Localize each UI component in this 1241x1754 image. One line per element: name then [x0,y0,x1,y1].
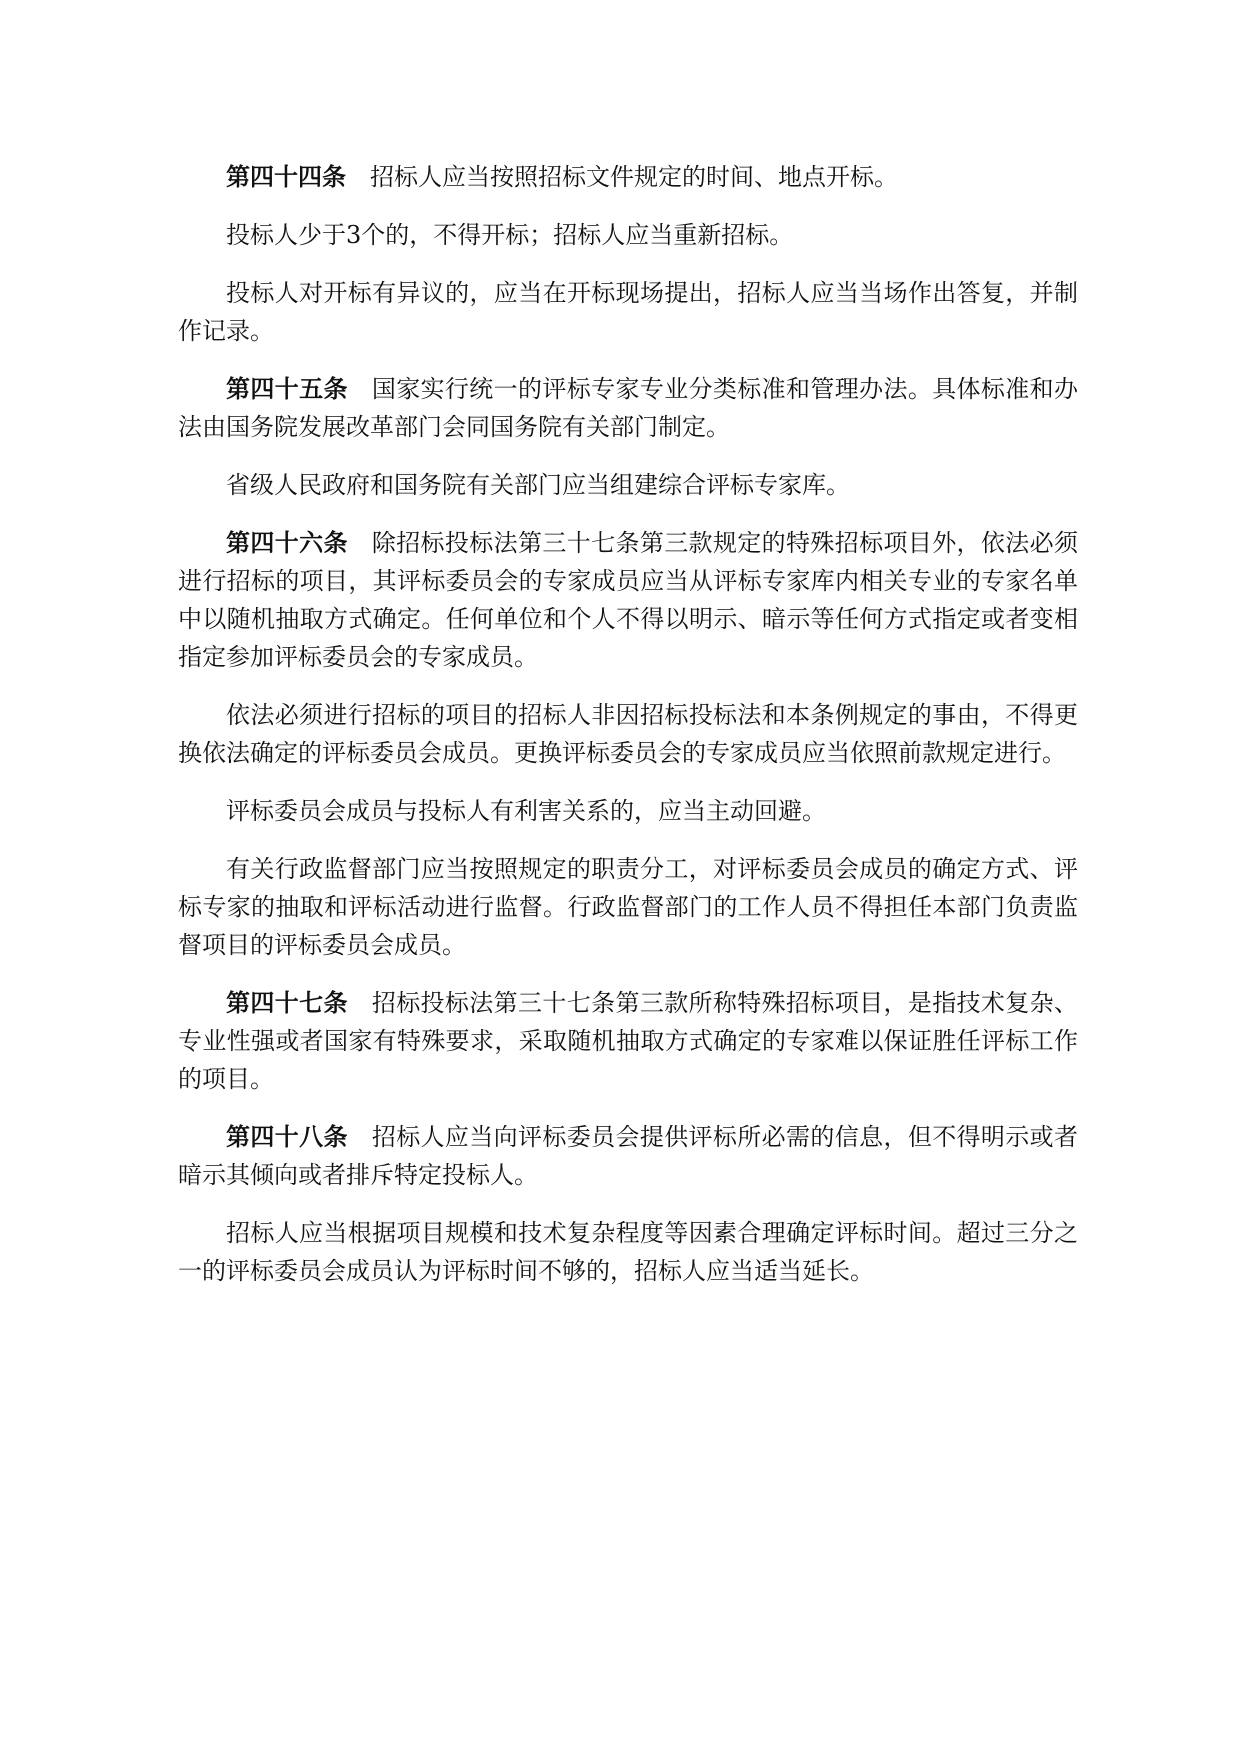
paragraph-art48-2 [178,1214,1078,1290]
paragraph-text: 评标委员会成员与投标人有利害关系的，应当主动回避。 [226,797,826,825]
paragraph-text: 有关行政监督部门应当按照规定的职责分工，对评标委员会成员的确定方式、评标专家的抽取和评标活动进行监督。行政监督部门的工作人员不得担任本部门负责监督项目的评标委员会成员。 [178,855,1078,959]
paragraph-art46-4 [178,850,1078,964]
paragraph-text: 投标人对开标有异议的，应当在开标现场提出，招标人应当当场作出答复，并制作记录。 [178,279,1078,345]
paragraph-art46-1 [178,524,1078,676]
article-number: 第四十八条 [226,1123,348,1151]
paragraph-text: 国家实行统一的评标专家专业分类标准和管理办法。具体标准和办法由国务院发展改革部门会同国务院有关部门制定。 [178,375,1079,441]
paragraph-art44-2 [178,216,1078,254]
paragraph-art46-2 [178,696,1078,772]
paragraph-text: 招标投标法第三十七条第三款所称特殊招标项目，是指技术复杂、专业性强或者国家有特殊要求，采取随机抽取方式确定的专家难以保证胜任评标工作的项目。 [178,989,1079,1093]
document-body [178,158,1078,1310]
article-number: 第四十五条 [226,375,348,403]
paragraph-art48-1 [178,1118,1078,1194]
paragraph-text: 依法必须进行招标的项目的招标人非因招标投标法和本条例规定的事由，不得更换依法确定的评标委员会成员。更换评标委员会的专家成员应当依照前款规定进行。 [178,701,1078,767]
article-number: 第四十四条 [226,163,346,191]
paragraph-text: 投标人少于3个的，不得开标；招标人应当重新招标。 [226,221,794,249]
paragraph-art47-1 [178,984,1078,1098]
paragraph-art45-1 [178,370,1078,446]
article-number: 第四十七条 [226,989,348,1017]
paragraph-art46-3 [178,792,1078,830]
paragraph-art45-2 [178,466,1078,504]
paragraph-text: 招标人应当按照招标文件规定的时间、地点开标。 [370,163,898,191]
paragraph-text: 除招标投标法第三十七条第三款规定的特殊招标项目外，依法必须进行招标的项目，其评标委员会的专家成员应当从评标专家库内相关专业的专家名单中以随机抽取方式确定。任何单位和个人不得以明示、暗示等任何方式指定或者变相指定参加评标委员会的专家成员。 [178,529,1079,671]
paragraph-text: 招标人应当向评标委员会提供评标所必需的信息，但不得明示或者暗示其倾向或者排斥特定投标人。 [178,1123,1079,1189]
paragraph-art44-1 [178,158,1078,196]
paragraph-text: 省级人民政府和国务院有关部门应当组建综合评标专家库。 [226,471,850,499]
paragraph-text: 招标人应当根据项目规模和技术复杂程度等因素合理确定评标时间。超过三分之一的评标委员会成员认为评标时间不够的，招标人应当适当延长。 [178,1219,1078,1285]
article-number: 第四十六条 [226,529,348,557]
paragraph-art44-3 [178,274,1078,350]
